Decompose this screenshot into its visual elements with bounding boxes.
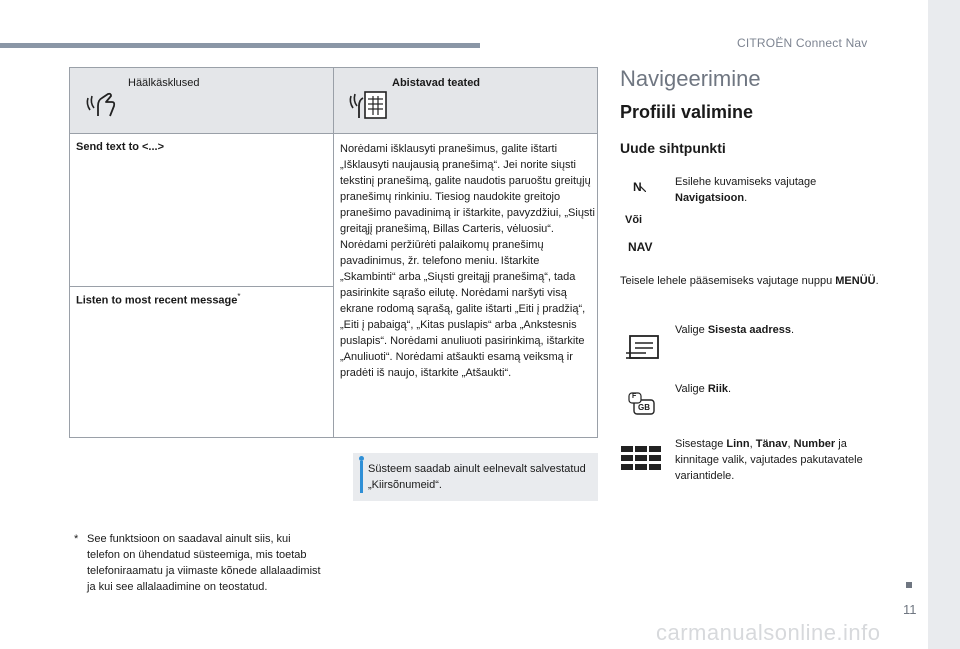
n-button-icon: N — [633, 180, 642, 194]
or-label: Või — [625, 214, 643, 226]
voice-command-icon — [84, 84, 118, 118]
country-flag-icon — [628, 392, 656, 420]
info-icon — [360, 461, 363, 493]
flag-f-label: F — [632, 393, 637, 400]
step-1-post: . — [744, 192, 748, 204]
step-4-bold: Riik — [707, 383, 729, 395]
step-2-pre: Teisele lehele pääsemiseks vajutage nuppu — [620, 275, 836, 287]
step-4-text — [675, 381, 875, 397]
continue-marker — [906, 582, 912, 588]
section-title: Navigeerimine — [620, 66, 761, 91]
help-message-text: Norėdami išklausyti pranešimus, galite ištarti „Išklausyti naujausią pranešimą“. Jei norite siųsti tekstinį pranešimą, galite naudotis paruoštu greitųjų pranešimų rinkiniu. Tiesiog naudokite greitojo pranešimo pavadinimą ir ištarkite, pavyzdžiui, „Siųsti greitąjį pranešimą, Billas Carteris, vėluosiu“. Norėdami peržiūrėti palaikomų pranešimų pavadinimus, žr. telefono meniu. Ištarkite „Skambinti“ arba „Siųsti greitąjį pranešimą“, tada pasirinkite sąrašo eilutę. Norėdami naršyti visą ekrane rodomą sąrašą, galite ištarti „Eiti į pradžią“, „Eiti į pabaigą“, „Kitas puslapis“ arba „Ankstesnis puslapis“. Norėdami anuliuoti pasirinkimą, ištarkite „Anuliuoti“. Norėdami atšaukti esamą veiksmą ir pradėti iš naujo, ištarkite „Atšaukti“. — [340, 143, 595, 379]
header-voice-commands — [70, 68, 333, 134]
header-right-label: Abistavad teated — [392, 77, 481, 89]
side-strip — [928, 0, 960, 649]
arrow-icon — [640, 186, 646, 192]
step-3-pre: Valige — [675, 324, 708, 336]
step-5-number: Number — [793, 438, 836, 450]
step-1-pre: Esilehe kuvamiseks vajutage — [675, 176, 817, 188]
flag-gb-label: GB — [638, 403, 650, 412]
step-4-post: . — [728, 383, 732, 395]
step-1-text — [675, 174, 875, 206]
subsubsection-title: Uude sihtpunkti — [620, 140, 726, 156]
step-3-text — [675, 322, 875, 338]
brand-title: CITROËN Connect Nav — [737, 36, 868, 50]
info-box — [353, 453, 598, 501]
watermark: carmanualsonline.info — [656, 620, 881, 645]
voice-help-icon — [348, 84, 388, 120]
step-4-pre: Valige — [675, 383, 708, 395]
info-text: Süsteem saadab ainult eelnevalt salvestatud „Kiirsõnumeid“. — [368, 463, 586, 491]
step-5-pre: Sisestage — [675, 438, 727, 450]
voice-command-table — [69, 67, 598, 438]
header-left-label: Häälkäsklused — [128, 77, 200, 89]
footnote-marker: * — [237, 292, 241, 301]
footnote-text: See funktsioon on saadaval ainult siis, kui telefon on ühendatud süsteemiga, mis toetab telefoniraamatu ja viimaste kõnede allalaadimist ja kui see allalaadimine on teostatud. — [87, 533, 321, 593]
command-send-text — [76, 141, 164, 153]
step-5-city: Linn — [726, 438, 750, 450]
footnote-star: * — [74, 533, 79, 545]
step-2-bold: MENÜÜ — [835, 275, 876, 287]
step-3-bold: Sisesta aadress — [707, 324, 791, 336]
step-5-street: Tänav — [755, 438, 788, 450]
table-row-divider — [70, 286, 333, 287]
command-send-text-label: Send text to <...> — [76, 141, 165, 153]
step-5-sep-1: , — [749, 438, 756, 450]
step-3-post: . — [791, 324, 795, 336]
address-entry-icon — [624, 334, 660, 362]
subsection-title: Profiili valimine — [620, 102, 754, 122]
step-5-sep-2: , — [787, 438, 794, 450]
step-2-text — [620, 273, 880, 289]
page-number: 11 — [903, 602, 917, 617]
header-help-messages — [334, 68, 597, 134]
step-5-text — [675, 436, 870, 484]
step-5-post: ja kinnitage valik, vajutades pakutavatele variantidele. — [675, 438, 863, 482]
nav-button-icon: NAV — [628, 240, 653, 254]
keyboard-grid-icon — [620, 444, 662, 472]
step-1-bold: Navigatsioon — [675, 192, 745, 204]
top-rule — [0, 43, 480, 48]
command-listen-recent — [76, 292, 241, 307]
step-2-post: . — [875, 275, 879, 287]
command-listen-recent-label: Listen to most recent message — [76, 294, 238, 307]
